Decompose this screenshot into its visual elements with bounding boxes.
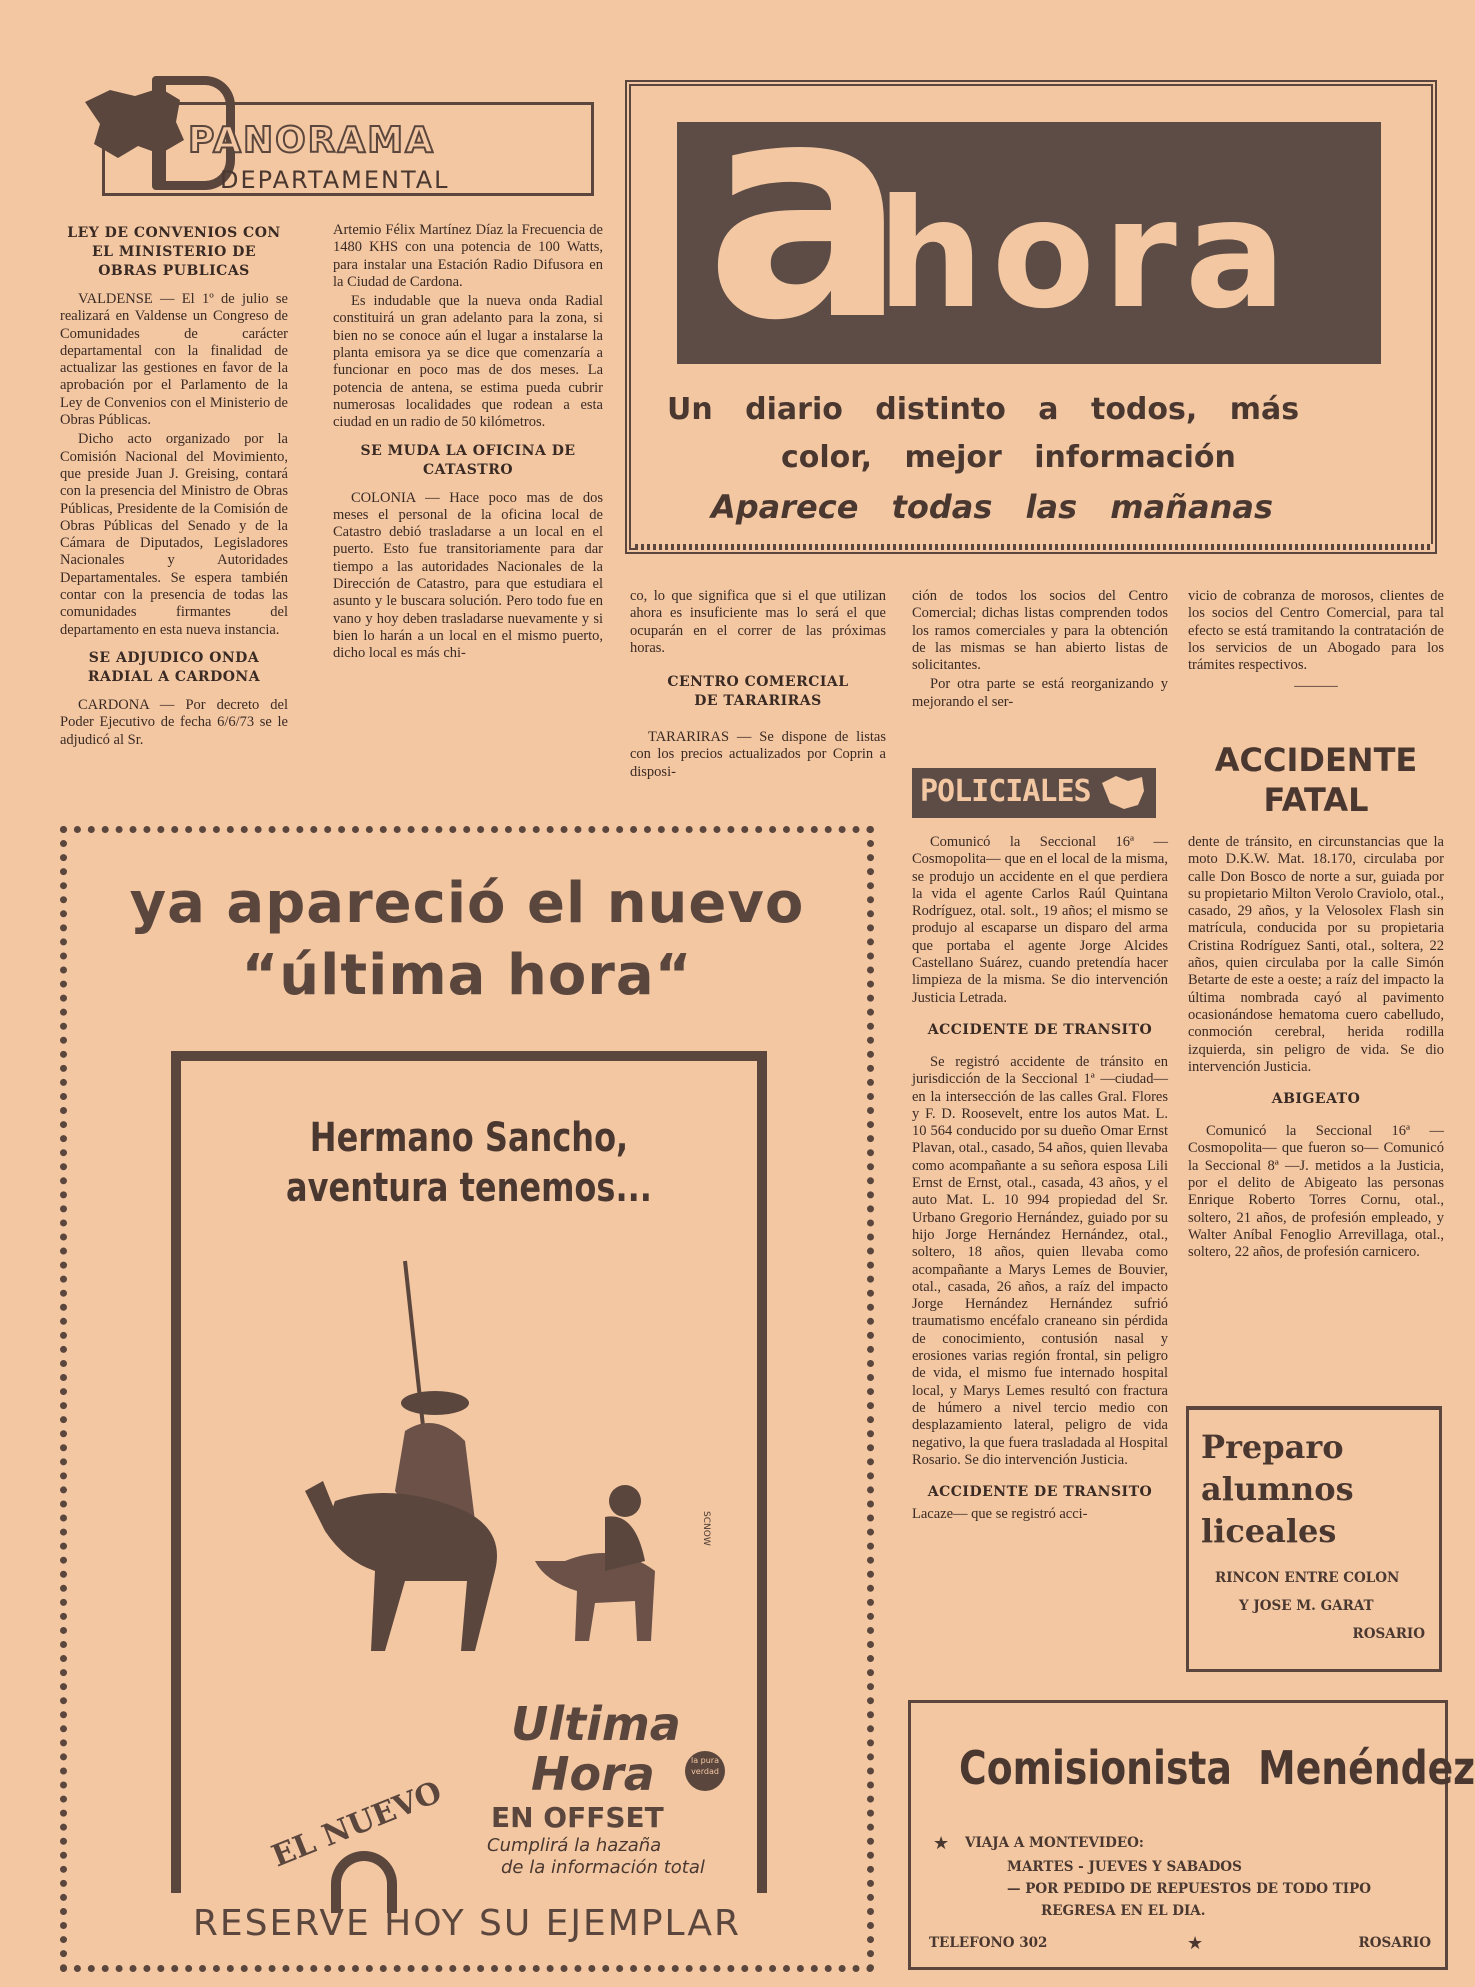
ahora-line-1: Un diario distinto a todos, más xyxy=(667,392,1300,427)
accidente-fatal-title: ACCIDENTE FATAL xyxy=(1214,741,1418,819)
artist-signature: SCNOW xyxy=(701,1511,711,1546)
article-paragraph: Dicho acto organizado por la Comisión Nacional del Movimiento, que preside Juan J. Greising, contará con la presencia del Ministro de Obras Públicas, Presidente de la Comisión de Obras Públicas del Senado y de la Cámara de Diputados, Legisladores Nacionales y Autoridades Departamentales. Se espera también contar con la presencia de todas las comunidades firmantes del departamento en esta nueva instancia. xyxy=(60,431,288,638)
comic-frame xyxy=(171,1051,767,1893)
ahora-logo-block xyxy=(677,37,1381,386)
ahora-advertisement xyxy=(625,37,1437,554)
reserve-footer: RESERVE HOY SU EJEMPLAR xyxy=(192,1903,742,1944)
article-paragraph: Comunicó la Seccional 16ª —Cosmopolita— que fueron so— Comunicó la Seccional 8ª —J. metidos a la Justicia, por el delito de Abigeato las personas Enrique Roberto Torres Cornu, otal., soltero, 21 años, de profesión empleado, y Walter Aníbal Fenoglio Arrevillaga, otal., soltero, 22 años, de profesión carnicero. xyxy=(1188,1123,1444,1261)
panorama-masthead xyxy=(80,82,590,212)
comic-headline-1: Hermano Sancho, xyxy=(309,1115,629,1161)
ahora-word: hora xyxy=(877,168,1295,342)
map-icon xyxy=(1098,773,1148,813)
comisionista-advertisement: Comisionista Menéndez ★ VIAJA A MONTEVIDEO: MARTES - JUEVES Y SABADOS — POR PEDIDO DE REPUESTOS DE TODO TIPO REGRESA EN EL DIA. TELEFONO 302 ★ ROSARIO xyxy=(908,1700,1448,1970)
column-2 xyxy=(333,222,603,665)
article-paragraph: TARARIRAS — Se dispone de listas con los precios actualizados por Coprin a disposi- xyxy=(630,729,886,780)
article-paragraph: co, lo que significa que si el que utilizan ahora es insuficiente mas lo será el que ocuparán en el correr de las próximas horas. xyxy=(630,588,886,656)
ahora-big-a: a xyxy=(705,37,908,386)
ultima-logo-2: Hora xyxy=(531,1747,655,1801)
slogan-1: Cumplirá la hazaña xyxy=(487,1835,662,1856)
ultima-hora-advertisement xyxy=(60,826,874,1972)
ad-headline-1: ya apareció el nuevo xyxy=(129,871,805,936)
panorama-subtitle: DEPARTAMENTAL xyxy=(220,166,450,194)
preparo-advertisement: Preparo alumnos liceales RINCON ENTRE COLON Y JOSE M. GARAT ROSARIO xyxy=(1186,1406,1442,1672)
heading-accidente-transito-2: ACCIDENTE DE TRANSITO xyxy=(927,1484,1153,1501)
logo-badge: la pura verdad xyxy=(685,1751,725,1791)
heading-accidente-transito: ACCIDENTE DE TRANSITO xyxy=(927,1021,1153,1038)
heading-onda-radial: SE ADJUDICO ONDA RADIAL A CARDONA xyxy=(87,649,261,685)
separator: ——— xyxy=(1294,678,1338,695)
column-5 xyxy=(1188,588,1444,696)
article-paragraph: Lacaze— que se registró acci- xyxy=(912,1506,1088,1523)
policiales-badge: POLICIALES xyxy=(912,768,1156,818)
don-quixote-illustration xyxy=(205,1231,725,1661)
article-paragraph: COLONIA — Hace poco mas de dos meses el personal de la oficina local de Catastro debió trasladarse a un local en el puerto. Esto fue transitoriamente para dar tiempo a las autoridades Nacionales de la Dirección de Catastro, para que estudiara el asunto y le buscara solución. Pero todo fue en vano y hoy deben trasladarse nuevamente y si bien lo harán a un local en el mismo puerto, dicho local es más chi- xyxy=(333,489,603,662)
heading-ley-convenios: LEY DE CONVENIOS CON EL MINISTERIO DE OBRAS PUBLICAS xyxy=(67,225,281,279)
article-paragraph: VALDENSE — El 1º de julio se realizará en Valdense un Congreso de Comunidades de carácter departamental con la finalidad de actualizar las gestiones en favor de la aprobación por el Parlamento de la Ley de Convenios con el Ministerio de Obras Públicas. xyxy=(60,291,288,429)
slogan-2: de la información total xyxy=(501,1857,705,1878)
article-paragraph: vicio de cobranza de morosos, clientes de los socios del Centro Comercial, para tal efecto se está tramitando la contratación de los servicios de un Abogado para los trámites respectivos. xyxy=(1188,588,1444,674)
article-paragraph: Es indudable que la nueva onda Radial constituirá un gran adelanto para la zona, si bien no se conoce aún el lugar a instalarse la planta emisora ya se dice que comenzaría a funcionar en poco mas de dos meses. La potencia de antena, se estima pueda cubrir numerosas localidades que rodean a esta ciudad en un radio de 50 kilómetros. xyxy=(333,293,603,431)
article-paragraph: Artemio Félix Martínez Díaz la Frecuencia de 1480 KHS con una potencia de 100 Watts, para instalar una Estación Radio Difusora en la Ciudad de Cardona. xyxy=(333,222,603,290)
column-1 xyxy=(60,220,288,751)
article-paragraph: Se registró accidente de tránsito en jurisdicción de la Seccional 1ª —ciudad— en la intersección de las calles Gral. Flores y F. D. Roosevelt, entre los autos Mat. L. 10 564 conducido por su dueño Omar Ernst Plavan, otal., casado, 54 años, quien llevaba como acompañante a su señora esposa Lili Ernst de Ernst, otal., casada, 43 años, y el auto Mat. L. 10 994 propiedad del Sr. Urbano Gregorio Hernández, guiado por su hijo Jorge Hernández Hernández, otal., soltero, 18 años, quien llevaba como acompañante a Marys Lemes de Bouvier, otal., casada, 26 años, a raíz del impacto Jorge Hernández Hernández sufrió traumatismo encéfalo craneano sin pérdida de conocimiento, contusión nasal y erosiones varias región frontal, sin peligro de vida, el mismo fue internado hospital local, y Marys Lemes resultó con fractura de húmero a nivel tercio medio con desplazamiento lateral, peligro de vida negativo, la que fuera trasladada al Hospital Rosario. Se dio intervención Justicia. xyxy=(912,1053,1168,1468)
panorama-title: PANORAMA xyxy=(188,120,435,161)
ahora-line-2: color, mejor información xyxy=(781,440,1236,475)
article-paragraph: CARDONA — Por decreto del Poder Ejecutivo de fecha 6/6/73 se le adjudicó al Sr. xyxy=(60,696,288,748)
ahora-line-3: Aparece todas las mañanas xyxy=(711,488,1274,526)
policiales-column xyxy=(912,834,1168,1525)
heading-centro-comercial: CENTRO COMERCIAL DE TARARIRAS xyxy=(667,674,849,710)
star-icon: ★ xyxy=(1187,1933,1204,1954)
article-paragraph: dente de tránsito, en circunstancias que la moto D.K.W. Mat. 18.170, circulaba por calle Don Bosco de norte a sur, guiada por su propietario Milton Verolo Craviolo, otal., casado, 29 años, y la Velosolex Flash sin matrícula, conducida por su propietaria Cristina Rodríguez Santi, otal., soltera, 22 años, quien circulaba por la calle Simón Betarte de este a oeste; a raíz del impacto la última nombrada cayó al pavimento ocasionándose hematoma cuero cabelludo, conmoción cerebral, herida rodilla izquierda, sin peligro de vida. Se dio intervención Justicia. xyxy=(1188,834,1444,1075)
en-offset: EN OFFSET xyxy=(491,1801,664,1834)
column-3 xyxy=(630,588,886,783)
ad-headline-2: “última hora“ xyxy=(241,943,693,1008)
article-paragraph: Por otra parte se está reorganizando y mejorando el ser- xyxy=(912,676,1168,710)
comic-headline-2: aventura tenemos... xyxy=(286,1165,652,1211)
ultima-logo-1: Ultima xyxy=(511,1697,681,1751)
heading-abigeato: ABIGEATO xyxy=(1271,1091,1361,1108)
fatal-column xyxy=(1188,834,1444,1264)
el-nuevo-arc: EL NUEVO xyxy=(266,1774,447,1875)
column-4 xyxy=(912,588,1168,713)
heading-catastro: SE MUDA LA OFICINA DE CATASTRO xyxy=(360,442,576,478)
article-paragraph: Comunicó la Seccional 16ª —Cosmopolita— que en el local de la misma, se produjo un accidente en el que perdiera la vida el agente Carlos Raúl Quintana Rodríguez, otal. solt., 19 años; el mismo se produjo al escaparse un disparo del arma que portaba el agente Jorge Alcides Castellano Suárez, cuando pretendía hacer limpieza de la misma. Se dio intervención Justicia Letrada. xyxy=(912,834,1168,1006)
star-icon: ★ xyxy=(933,1833,950,1854)
article-paragraph: ción de todos los socios del Centro Comercial; dichas listas comprenden todos los ramos comerciales y para la obtención de las mismas se han abierto listas de solicitantes. xyxy=(912,588,1168,674)
